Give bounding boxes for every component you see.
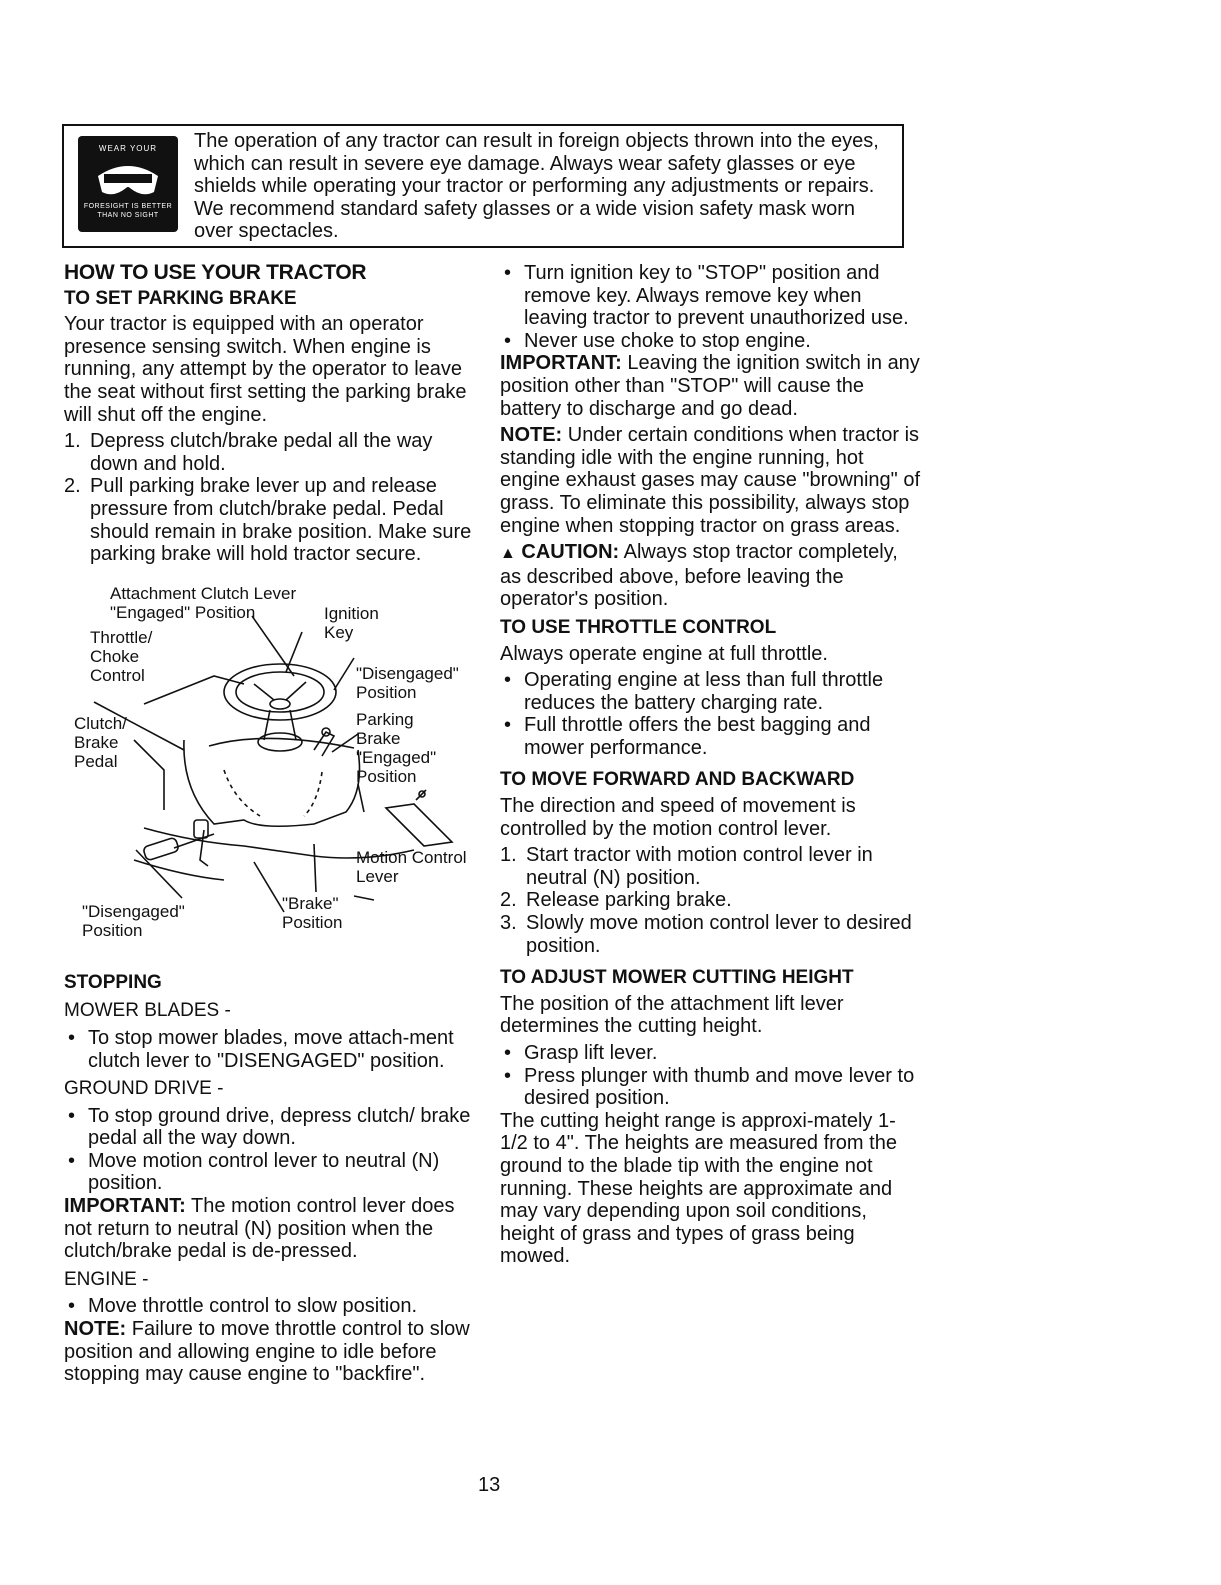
- list-item: 2. Release parking brake.: [500, 889, 732, 912]
- list-item: • To stop ground drive, depress clutch/ brake pedal all the way down.: [68, 1104, 471, 1150]
- logo-bottom-text: FORESIGHT IS BETTER THAN NO SIGHT: [83, 203, 173, 219]
- list-item: • Grasp lift lever.: [504, 1042, 658, 1064]
- list-item: • Move motion control lever to neutral (N) position.: [68, 1149, 440, 1195]
- move-heading: TO MOVE FORWARD AND BACKWARD: [500, 769, 855, 791]
- list-item: • Never use choke to stop engine.: [504, 329, 811, 352]
- list-item: • Press plunger with thumb and move lever to desired position.: [504, 1064, 915, 1110]
- logo-top-text: WEAR YOUR: [98, 144, 158, 153]
- list-item: 1. Depress clutch/brake pedal all the way down and hold.: [64, 430, 433, 475]
- list-item: • Turn ignition key to "STOP" position and remove key. Always remove key when leaving tractor to prevent unauthorized use.: [504, 262, 909, 330]
- safety-glasses-logo: [78, 136, 178, 232]
- page-number: 13: [478, 1474, 501, 1496]
- cutting-height-heading: TO ADJUST MOWER CUTTING HEIGHT: [500, 967, 854, 989]
- list-item: • Operating engine at less than full throttle reduces the battery charging rate.: [504, 669, 884, 714]
- clutch-brake-pedal-label: Clutch/ Brake Pedal: [74, 713, 127, 771]
- throttle-choke-label: Throttle/ Choke Control: [90, 627, 153, 685]
- list-item: 3. Slowly move motion control lever to desired position.: [500, 912, 912, 957]
- engine-heading: ENGINE -: [64, 1268, 149, 1290]
- throttle-intro: Always operate engine at full throttle.: [500, 642, 828, 665]
- list-item: • Full throttle offers the best bagging and mower performance.: [504, 714, 871, 759]
- warning-text: The operation of any tractor can result in foreign objects thrown into the eyes, which can result in severe eye damage. Always wear safety glasses or eye shields while operating your tractor or performing any adjustments or repairs. We recommend standard safety glasses or a wide vision safety mask worn over spectacles.: [194, 130, 879, 242]
- list-item: • Move throttle control to slow position.: [68, 1295, 418, 1318]
- list-item: • To stop mower blades, move attach-ment clutch lever to "DISENGAGED" position.: [68, 1026, 454, 1072]
- list-item: 2. Pull parking brake lever up and release pressure from clutch/brake pedal. Pedal should remain in brake position. Make sure parking brake will hold tractor secure.: [64, 475, 472, 566]
- motion-control-lever-label: Motion Control Lever: [356, 847, 467, 886]
- cutting-height-outro: The cutting height range is approxi-mately 1-1/2 to 4". The heights are measured from the ground to the blade tip with the engine not running. These heights are approximate and may vary depending upon soil conditions, height of grass and types of grass being mowed.: [500, 1109, 897, 1268]
- parking-brake-heading: TO SET PARKING BRAKE: [64, 287, 297, 309]
- parking-brake-label: Parking Brake "Engaged" Position: [356, 709, 437, 786]
- ground-drive-heading: GROUND DRIVE -: [64, 1078, 224, 1100]
- right-column: [500, 262, 920, 1272]
- warning-triangle-icon: ▲: [500, 545, 516, 563]
- browning-note: NOTE: Under certain conditions when tractor is standing idle with the engine running, hot engine exhaust gases may cause "browning" of grass. To eliminate this possibility, always stop engine when stopping tractor on grass areas.: [500, 424, 921, 537]
- stopping-heading: STOPPING: [64, 971, 162, 993]
- backfire-note: NOTE: Failure to move throttle control to slow position and allowing engine to idle before stopping may cause engine to "backfire".: [64, 1318, 470, 1386]
- safety-warning-box: [62, 124, 904, 248]
- safety-glasses-icon: [94, 158, 162, 198]
- parking-brake-intro: Your tractor is equipped with an operator presence sensing switch. When engine is running, any attempt by the operator to leave the seat without first setting the parking brake will shut off the engine.: [64, 313, 467, 426]
- cutting-height-intro: The position of the attachment lift lever determines the cutting height.: [500, 992, 844, 1038]
- tractor-controls-diagram: [64, 580, 484, 962]
- disengaged-top-label: "Disengaged" Position: [356, 663, 459, 702]
- section-title: HOW TO USE YOUR TRACTOR: [64, 261, 367, 284]
- caution-note: ▲ CAUTION: Always stop tractor completely, as described above, before leaving the operator's position.: [500, 541, 898, 611]
- important-note: IMPORTANT: The motion control lever does not return to neutral (N) position when the clutch/brake pedal is de-pressed.: [64, 1195, 455, 1263]
- disengaged-bottom-label: "Disengaged" Position: [82, 901, 185, 940]
- brake-position-label: "Brake" Position: [282, 893, 343, 932]
- move-intro: The direction and speed of movement is controlled by the motion control lever.: [500, 795, 856, 840]
- list-item: 1. Start tractor with motion control lever in neutral (N) position.: [500, 844, 873, 889]
- left-column: [64, 262, 484, 1390]
- attachment-clutch-label: Attachment Clutch Lever "Engaged" Position: [110, 583, 297, 622]
- ignition-key-label: Ignition Key: [324, 603, 379, 642]
- mower-blades-heading: MOWER BLADES -: [64, 1000, 231, 1022]
- throttle-heading: TO USE THROTTLE CONTROL: [500, 616, 777, 638]
- important-note: IMPORTANT: Leaving the ignition switch in any position other than "STOP" will cause the battery to discharge and go dead.: [500, 352, 920, 420]
